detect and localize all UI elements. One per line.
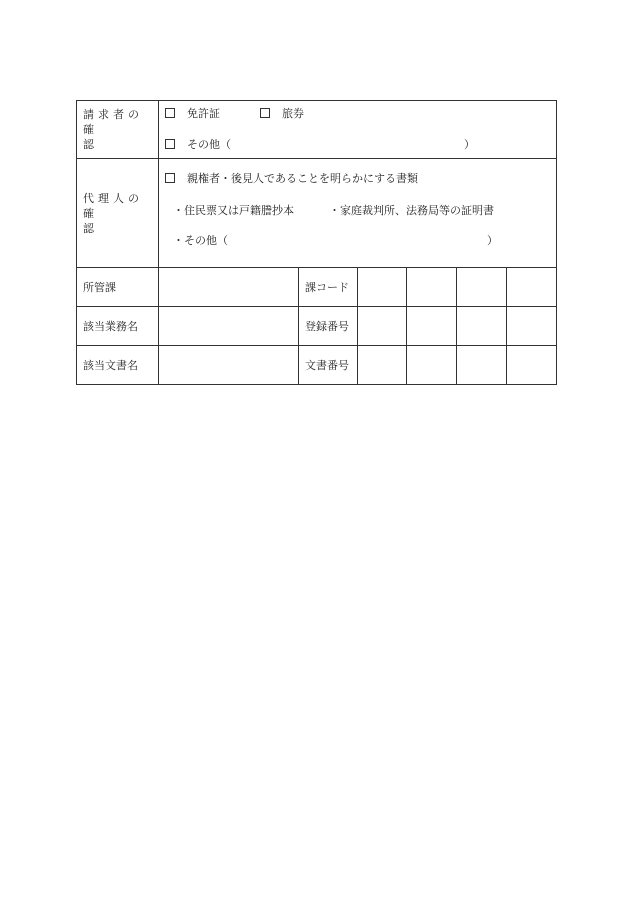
department-code-cell[interactable] [407,268,457,307]
checkbox-icon [165,173,175,183]
document-name-label: 該当文書名 [77,346,159,385]
document-number-cell[interactable] [407,346,457,385]
department-code-cell[interactable] [507,268,557,307]
other-label: その他（ [187,137,231,151]
document-row [77,346,557,385]
document-number-cell[interactable] [507,346,557,385]
requester-confirmation-label: 請求者の確 認 [77,101,159,159]
guardian-doc-checkbox[interactable] [165,171,175,186]
agent-other-close-paren: ） [487,234,498,247]
document-number-label: 文書番号 [299,346,358,385]
document-number-cell[interactable] [457,346,507,385]
checkbox-icon [165,139,175,149]
document-name-value[interactable] [159,346,299,385]
other-checkbox[interactable] [165,137,175,152]
business-row [77,307,557,346]
passport-label: 旅券 [282,106,304,120]
registration-number-cell[interactable] [358,307,407,346]
business-name-value[interactable] [159,307,299,346]
license-checkbox[interactable] [165,106,175,121]
agent-line-3 [159,233,556,248]
agent-other-label: ・その他（ [173,234,228,247]
passport-checkbox[interactable] [260,106,270,121]
requester-id-options [159,101,557,159]
registration-number-cell[interactable] [457,307,507,346]
resident-record-label: ・住民票又は戸籍謄抄本 [173,204,294,217]
request-confirmation-form [76,100,557,385]
department-code-cell[interactable] [358,268,407,307]
document-number-cell[interactable] [358,346,407,385]
agent-confirmation-row [77,159,557,268]
agent-id-options [159,159,557,268]
department-value[interactable] [159,268,299,307]
agent-line-2 [159,203,556,218]
registration-number-cell[interactable] [507,307,557,346]
department-code-cell[interactable] [457,268,507,307]
requester-line-1 [159,106,556,121]
agent-line-1 [159,171,556,186]
license-label: 免許証 [187,106,220,120]
registration-number-cell[interactable] [407,307,457,346]
department-row [77,268,557,307]
requester-line-2 [159,137,556,152]
checkbox-icon [260,108,270,118]
registration-number-label: 登録番号 [299,307,358,346]
requester-confirmation-row [77,101,557,159]
department-code-label: 課コード [299,268,358,307]
department-label: 所管課 [77,268,159,307]
court-certificate-label: ・家庭裁判所、法務局等の証明書 [329,204,494,217]
guardian-doc-label: 親権者・後見人であることを明らかにする書類 [187,172,418,185]
agent-confirmation-label: 代理人の確 認 [77,159,159,268]
business-name-label: 該当業務名 [77,307,159,346]
other-close-paren: ） [464,137,475,151]
checkbox-icon [165,108,175,118]
